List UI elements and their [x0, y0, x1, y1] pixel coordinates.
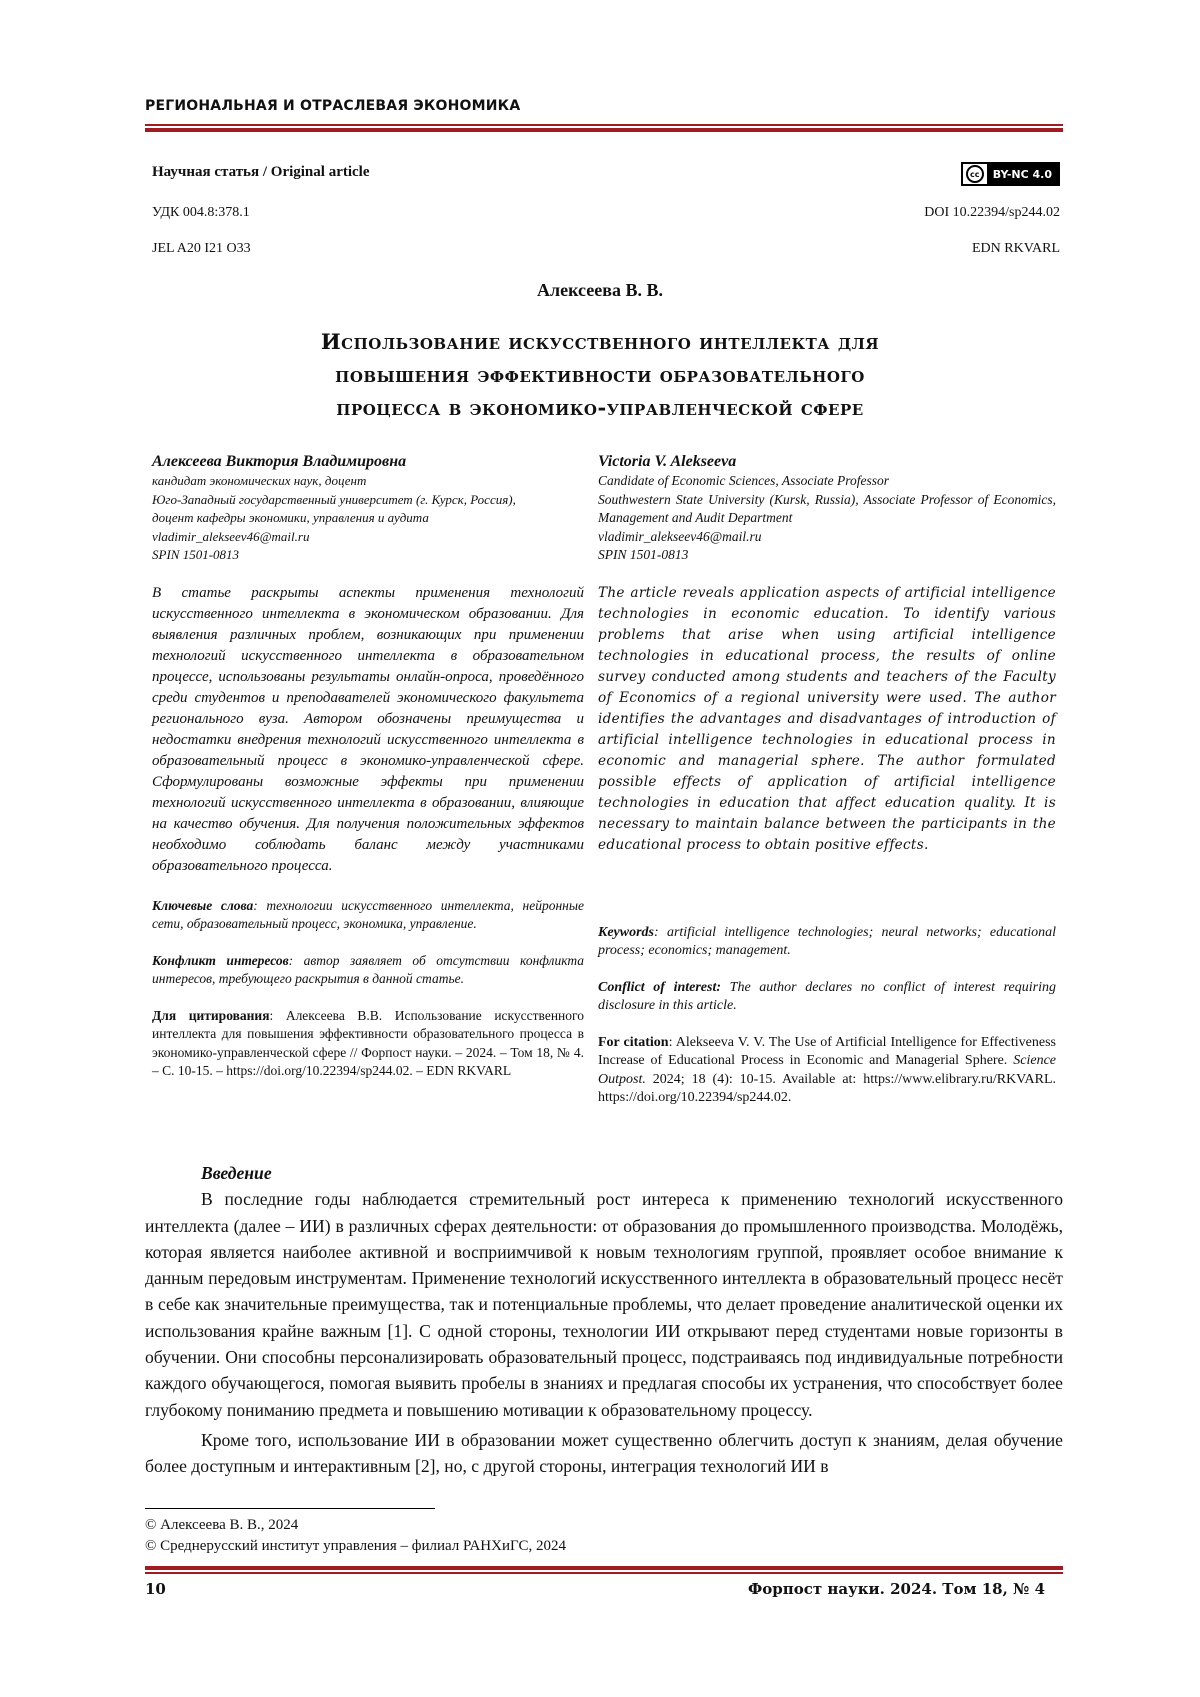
en-column — [598, 452, 1056, 1108]
author-email[interactable]: vladimir_alekseev46@mail.ru — [152, 528, 584, 547]
author-info-en — [598, 472, 1056, 565]
citation-en — [598, 1034, 1056, 1108]
footnote: © Алексеева В. В., 2024 — [145, 1515, 566, 1536]
cc-license-badge[interactable] — [961, 162, 1060, 186]
conflict-text: : автор заявляет об отсутствии конфликта интересов, требующего раскрытия в данной статье. — [152, 953, 584, 987]
info-line: SPIN 1501-0813 — [598, 546, 1056, 565]
introduction-section — [145, 1160, 1063, 1480]
title-line: повышения эффективности образовательного — [0, 358, 1200, 391]
info-line: Юго-Западный государственный университет (г. Курск, Россия), — [152, 491, 584, 510]
citation-ru — [152, 1007, 584, 1081]
keywords-label: Ключевые слова — [152, 898, 253, 913]
cc-icon: cc — [966, 165, 984, 183]
header-divider — [145, 124, 1063, 126]
title-line: процесса в экономико-управленческой сфере — [0, 391, 1200, 424]
conflict-en — [598, 979, 1056, 1016]
keywords-text: : artificial intelligence technologies; neural networks; educational process; economics; management. — [598, 925, 1056, 959]
page-number: 10 — [145, 1580, 166, 1598]
ru-column — [152, 452, 584, 1081]
intro-heading: Введение — [145, 1160, 1063, 1186]
footnote-divider — [145, 1508, 435, 1509]
conflict-label: Conflict of interest: — [598, 980, 721, 995]
citation-journal: Science Outpost. — [598, 1053, 1056, 1087]
info-line: доцент кафедры экономики, управления и аудита — [152, 509, 584, 528]
intro-paragraph: Кроме того, использование ИИ в образовании может существенно облегчить доступ к знаниям, делая обучение более доступным и интерактивным [2], но, с другой стороны, интеграция технологий ИИ в — [145, 1427, 1063, 1480]
abstract-ru: В статье раскрыты аспекты применения технологий искусственного интеллекта в экономическом образовании. Для выявления различных проблем, возникающих при применении технологий искусственного интеллекта в образовательном процессе, использованы результаты онлайн-опроса, проведённого среди студентов и преподавателей экономического факультета регионального вуза. Автором обозначены преимущества и недостатки внедрения технологий искусственного интеллекта в образовательный процесс в экономико-управленческой сфере. Сформулированы возможные эффекты при применении технологий искусственного интеллекта в образовании, влияющие на качество обучения. Для получения положительных эффектов необходимо соблюдать баланс между участниками образовательного процесса. — [152, 583, 584, 877]
article-title — [0, 325, 1200, 424]
citation-text: 2024; 18 (4): 10-15. Available at: https://www.elibrary.ru/RKVARL. https://doi.org/10.22394/sp244.02. — [598, 1072, 1056, 1106]
udk: УДК 004.8:378.1 — [152, 205, 250, 221]
title-line: Использование искусственного интеллекта для — [0, 325, 1200, 358]
header-divider-thick — [145, 128, 1063, 132]
info-line: кандидат экономических наук, доцент — [152, 472, 584, 491]
conflict-label: Конфликт интересов — [152, 953, 289, 968]
jel: JEL A20 I21 O33 — [152, 241, 251, 257]
author-email[interactable]: vladimir_alekseev46@mail.ru — [598, 528, 1056, 547]
abstract-en: The article reveals application aspects of artificial intelligence technologies in economic education. To identify various problems that arise when using artificial intelligence technologies in educational process, the results of online survey conducted among students and teachers of the Faculty of Economics of a regional university were used. The author identifies the advantages and disadvantages of introduction of artificial intelligence technologies in educational process in economic and managerial sphere. The author formulated possible effects of application of artificial intelligence technologies in education that affect education quality. It is necessary to maintain balance between the participants in the educational process to obtain positive effects. — [598, 583, 1056, 856]
footer-divider-thick — [145, 1566, 1063, 1570]
info-line: Candidate of Economic Sciences, Associate Professor — [598, 472, 1056, 491]
keywords-text: : технологии искусственного интеллекта, нейронные сети, образовательный процесс, экономика, управление. — [152, 898, 584, 932]
conflict-ru — [152, 952, 584, 989]
citation-text: : Алексеева В.В. Использование искусственного интеллекта для повышения эффективности образовательного процесса в экономико-управленческой сфере // Форпост науки. – 2024. – Том 18, № 4. – С. 10-15. – https://doi.org/10.22394/sp244.02. – EDN RKVARL — [152, 1008, 584, 1079]
author-short: Алексеева В. В. — [0, 280, 1200, 301]
license-label: BY-NC 4.0 — [987, 164, 1058, 184]
author-info-ru — [152, 472, 584, 565]
citation-text: : Alekseeva V. V. The Use of Artificial Intelligence for Effectiveness Increase of Educational Process in Economic and Managerial Sphere. — [598, 1035, 1056, 1069]
article-type: Научная статья / Original article — [152, 164, 370, 181]
journal-section-header: РЕГИОНАЛЬНАЯ И ОТРАСЛЕВАЯ ЭКОНОМИКА — [145, 98, 520, 114]
author-name-ru: Алексеева Виктория Владимировна — [152, 452, 584, 472]
author-name-en: Victoria V. Alekseeva — [598, 452, 1056, 472]
edn: EDN RKVARL — [972, 241, 1060, 257]
footer-divider — [145, 1572, 1063, 1574]
conflict-text: The author declares no conflict of interest requiring disclosure in this article. — [598, 980, 1056, 1014]
keywords-en — [598, 924, 1056, 961]
footnote: © Среднерусский институт управления – филиал РАНХиГС, 2024 — [145, 1536, 566, 1557]
doi[interactable]: DOI 10.22394/sp244.02 — [924, 205, 1060, 221]
info-line: SPIN 1501-0813 — [152, 546, 584, 565]
footnotes — [145, 1515, 566, 1557]
footer-journal: Форпост науки. 2024. Том 18, № 4 — [748, 1580, 1045, 1598]
intro-paragraph: В последние годы наблюдается стремительный рост интереса к применению технологий искусственного интеллекта (далее – ИИ) в различных сферах деятельности: от образования до промышленного производства. Молодёжь, которая является наиболее активной и восприимчивой к новым технологиям группой, проявляет особое внимание к данным передовым инструментам. Применение технологий искусственного интеллекта в образовательный процесс несёт в себе как значительные преимущества, так и потенциальные проблемы, что делает проведение аналитической оценки их использования крайне важным [1]. С одной стороны, технологии ИИ открывают перед студентами новые горизонты в обучении. Они способны персонализировать образовательный процесс, подстраиваясь под индивидуальные потребности каждого обучающегося, помогая выявить пробелы в знаниях и предлагая способы их устранения, что способствует более глубокому пониманию предмета и повышению мотивации к образовательному процессу. — [145, 1186, 1063, 1423]
citation-label: Для цитирования — [152, 1008, 270, 1023]
keywords-label: Keywords — [598, 925, 654, 940]
info-line: Southwestern State University (Kursk, Russia), Associate Professor of Economics, Management and Audit Department — [598, 491, 1056, 528]
keywords-ru — [152, 897, 584, 934]
citation-label: For citation — [598, 1035, 669, 1050]
